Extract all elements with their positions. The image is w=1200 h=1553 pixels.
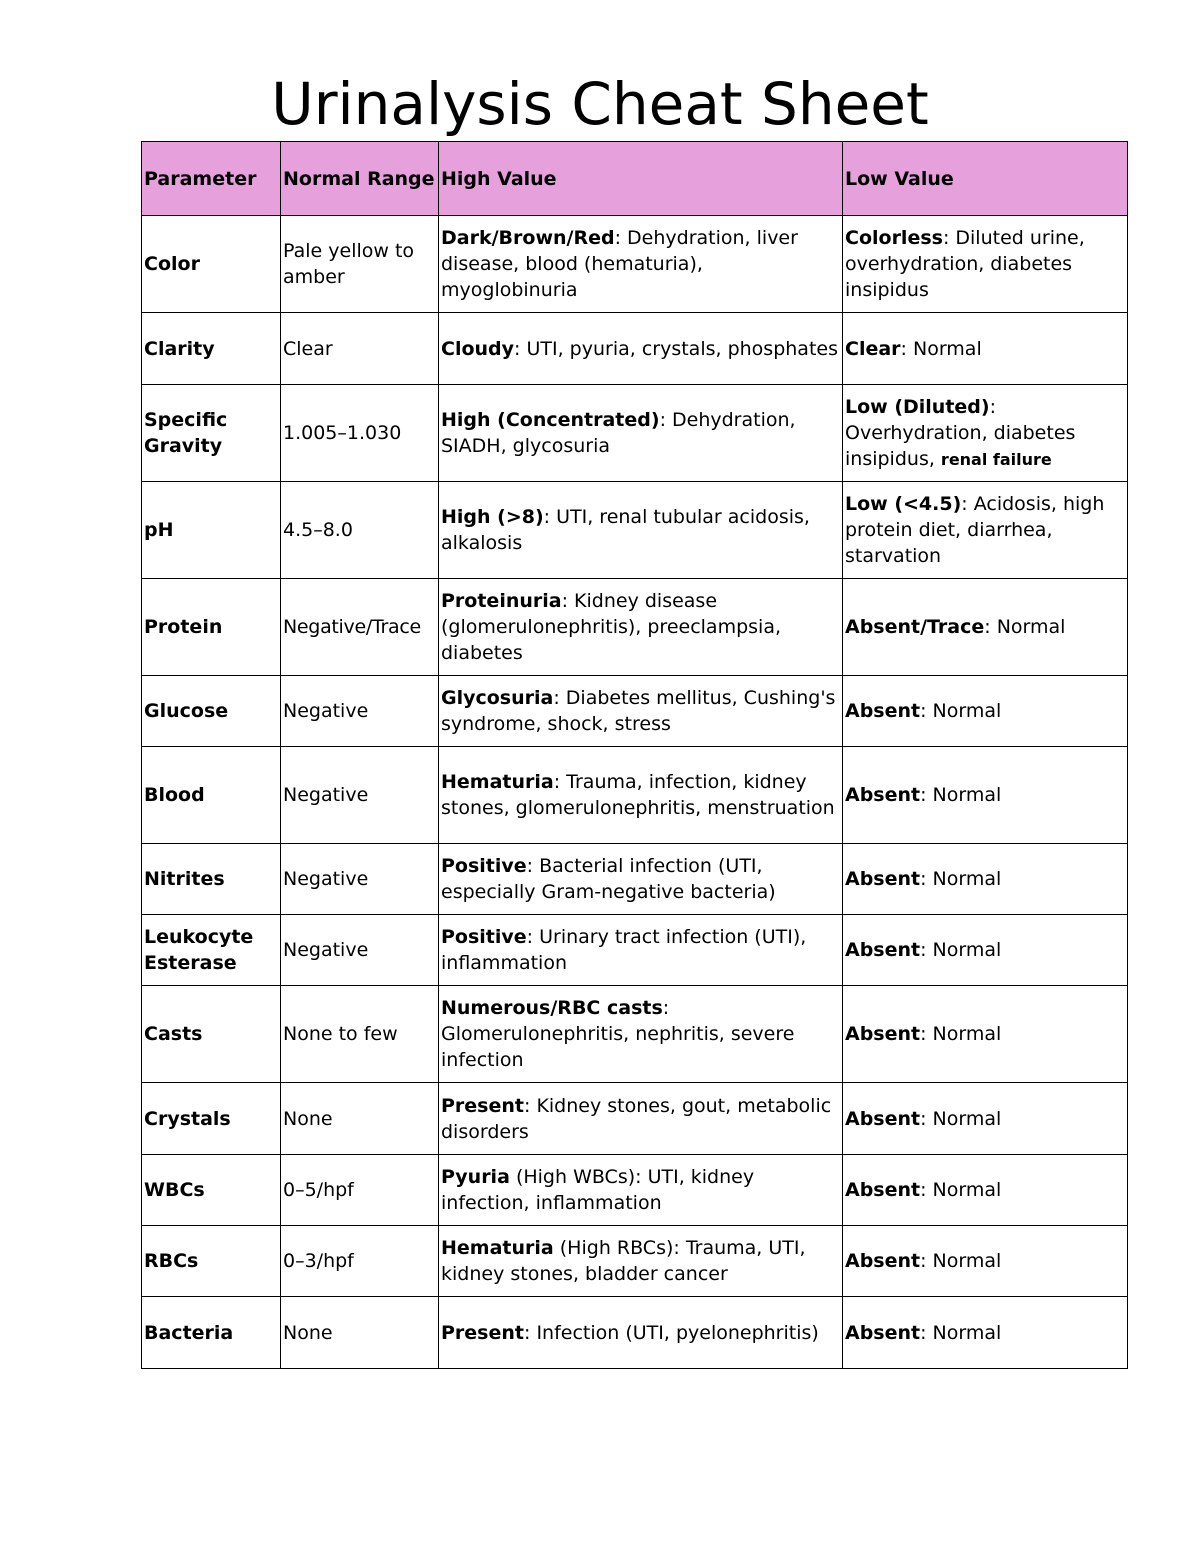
low-value-label: Absent [845,1179,921,1201]
high-value-text: : Bacterial infection (UTI, especially Gram-negative bacteria) [441,855,776,903]
normal-range-cell: Negative [281,915,439,986]
page-title: Urinalysis Cheat Sheet [271,70,929,138]
parameter-cell: Glucose [142,676,281,747]
high-value-cell [439,676,843,747]
normal-range-cell: Negative/Trace [281,579,439,676]
high-value-cell [439,1083,843,1155]
table-row [142,1226,1128,1297]
low-value-cell [843,676,1128,747]
normal-range-cell: 0–5/hpf [281,1155,439,1226]
header-normal-range: Normal Range [281,142,439,216]
low-value-cell [843,216,1128,313]
high-value-text: : Dehydration, liver disease, blood (hematuria), myoglobinuria [441,227,798,301]
low-value-label: Absent [845,939,921,961]
low-value-cell [843,1297,1128,1369]
high-value-cell [439,986,843,1083]
table-row [142,1155,1128,1226]
high-value-label: Glycosuria [441,687,554,709]
table-row [142,915,1128,986]
high-value-cell [439,482,843,579]
low-value-cell [843,1155,1128,1226]
parameter-cell: Bacteria [142,1297,281,1369]
low-value-label: Low (Diluted) [845,395,990,418]
parameter-cell: Color [142,216,281,313]
low-value-label: Absent [845,1250,921,1272]
low-value-text: : Normal [920,1023,1002,1045]
normal-range-cell: None [281,1297,439,1369]
low-value-text: : Normal [920,1179,1002,1201]
parameter-cell: Crystals [142,1083,281,1155]
low-value-text: : Diluted urine, overhydration, diabetes insipidus [845,227,1085,301]
low-value-cell [843,986,1128,1083]
low-value-label: Absent/Trace [845,616,985,638]
normal-range-cell: Clear [281,313,439,385]
high-value-label: Hematuria [441,771,554,793]
parameter-cell: Clarity [142,313,281,385]
high-value-text: : Glomerulonephritis, nephritis, severe infection [441,997,795,1071]
header-parameter: Parameter [142,142,281,216]
low-value-text: : Normal [900,337,982,360]
parameter-cell: Nitrites [142,844,281,915]
parameter-cell: Specific Gravity [142,385,281,482]
table-row [142,579,1128,676]
table-header-row [142,142,1128,216]
high-value-cell [439,747,843,844]
low-value-text: : Normal [920,1107,1002,1130]
low-value-text: : Normal [920,1321,1002,1344]
parameter-cell: RBCs [142,1226,281,1297]
high-value-text: : Kidney stones, gout, metabolic disorders [441,1094,832,1143]
high-value-label: Pyuria [441,1166,510,1188]
normal-range-cell: Negative [281,676,439,747]
low-value-label: Absent [845,784,921,806]
normal-range-cell: 1.005–1.030 [281,385,439,482]
low-value-cell [843,915,1128,986]
high-value-label: Positive [441,926,527,948]
high-value-cell [439,385,843,482]
high-value-label: High (Concentrated) [441,409,660,431]
low-value-label: Clear [845,337,901,360]
high-value-cell [439,1297,843,1369]
parameter-cell: WBCs [142,1155,281,1226]
low-value-label: Absent [845,700,921,722]
parameter-cell: Leukocyte Esterase [142,915,281,986]
parameter-cell: Blood [142,747,281,844]
low-value-text: : Normal [920,700,1002,722]
high-value-text: : Urinary tract infection (UTI), inflammation [441,926,807,974]
high-value-cell [439,313,843,385]
low-value-label: Absent [845,868,921,890]
high-value-cell [439,1226,843,1297]
table-row [142,986,1128,1083]
high-value-label: Cloudy [441,337,515,360]
normal-range-cell: None [281,1083,439,1155]
high-value-label: Present [441,1094,524,1117]
low-value-cell [843,579,1128,676]
low-value-text: : Normal [920,1250,1002,1272]
table-row [142,482,1128,579]
high-value-cell [439,915,843,986]
low-value-cell [843,482,1128,579]
high-value-text: (High WBCs): UTI, kidney infection, inflammation [441,1166,755,1214]
high-value-text: : Infection (UTI, pyelonephritis) [524,1321,819,1344]
high-value-cell [439,579,843,676]
high-value-text: : Diabetes mellitus, Cushing's syndrome, shock, stress [441,687,836,735]
table-row [142,1083,1128,1155]
header-high-value: High Value [439,142,843,216]
table-row [142,747,1128,844]
low-value-cell [843,747,1128,844]
high-value-cell [439,216,843,313]
high-value-label: Proteinuria [441,590,562,612]
high-value-label: Present [441,1321,524,1344]
high-value-text: : Trauma, infection, kidney stones, glomerulonephritis, menstruation [441,771,835,819]
parameter-cell: pH [142,482,281,579]
low-value-text: : Normal [984,616,1066,638]
low-value-cell [843,385,1128,482]
low-value-text: : Normal [920,939,1002,961]
table-row [142,844,1128,915]
table-row [142,676,1128,747]
low-value-text: : Acidosis, high protein diet, diarrhea, starvation [845,493,1105,567]
high-value-label: Positive [441,855,527,877]
normal-range-cell: Pale yellow to amber [281,216,439,313]
high-value-label: Hematuria [441,1237,554,1259]
low-value-text: : Overhydration, diabetes insipidus, [845,395,1076,470]
table-row [142,1297,1128,1369]
high-value-label: Dark/Brown/Red [441,227,615,249]
low-value-label: Absent [845,1107,921,1130]
low-value-label: Absent [845,1321,921,1344]
high-value-text: : Kidney disease (glomerulonephritis), preeclampsia, diabetes [441,590,782,664]
normal-range-cell: None to few [281,986,439,1083]
low-value-text: : Normal [920,784,1002,806]
normal-range-cell: 4.5–8.0 [281,482,439,579]
high-value-text: : UTI, renal tubular acidosis, alkalosis [441,506,810,554]
parameter-cell: Protein [142,579,281,676]
low-value-cell [843,313,1128,385]
low-value-label: Low (<4.5) [845,493,962,515]
low-value-extra: renal failure [940,449,1052,469]
high-value-text: (High RBCs): Trauma, UTI, kidney stones, bladder cancer [441,1237,806,1285]
table-row [142,385,1128,482]
normal-range-cell: Negative [281,747,439,844]
urinalysis-table [141,141,1128,1369]
normal-range-cell: Negative [281,844,439,915]
high-value-label: Numerous/RBC casts [441,997,663,1019]
low-value-cell [843,1226,1128,1297]
table-row [142,216,1128,313]
normal-range-cell: 0–3/hpf [281,1226,439,1297]
low-value-cell [843,844,1128,915]
table-row [142,313,1128,385]
header-low-value: Low Value [843,142,1128,216]
low-value-label: Colorless [845,227,943,249]
high-value-text: : Dehydration, SIADH, glycosuria [441,409,796,457]
high-value-cell [439,1155,843,1226]
low-value-text: : Normal [920,868,1002,890]
high-value-cell [439,844,843,915]
high-value-text: : UTI, pyuria, crystals, phosphates [514,337,838,360]
parameter-cell: Casts [142,986,281,1083]
low-value-label: Absent [845,1023,921,1045]
high-value-label: High (>8) [441,506,544,528]
low-value-cell [843,1083,1128,1155]
